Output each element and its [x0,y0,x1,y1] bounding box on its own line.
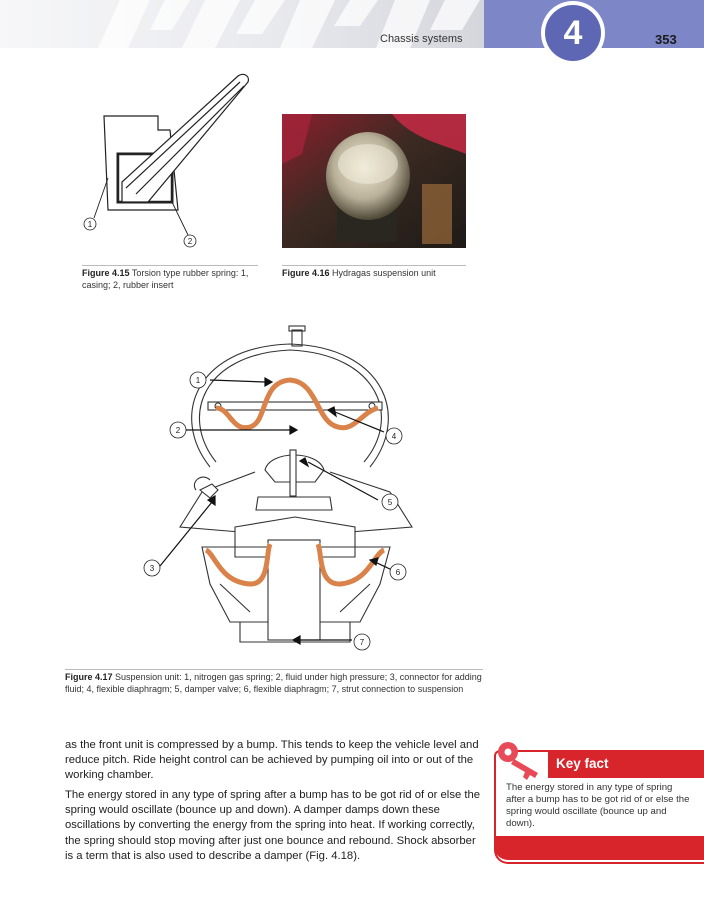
figure-4-17-caption-text: Suspension unit: 1, nitrogen gas spring; 2, fluid under high pressure; 3, connector for adding fluid; 4, flexible diaphragm; 5, damper valve; 6, flexible diaphragm; 7, strut connection to suspension [65,672,482,694]
figure-4-17-caption [65,672,483,695]
key-fact-bottom-band [494,836,704,860]
figure-4-16-rule [282,265,466,266]
callout-7-label: 7 [359,638,365,647]
key-icon [494,740,554,784]
callout-2-label: 2 [175,426,181,435]
figure-4-17-label: Figure 4.17 [65,672,113,682]
figure-4-16-label: Figure 4.16 [282,268,330,278]
figure-4-15-caption-text: Torsion type rubber spring: 1, casing; 2, rubber insert [82,268,249,290]
figure-4-17-rule [65,669,483,670]
figure-4-15-drawing [78,70,258,255]
figure-4-17-drawing [140,322,420,652]
callout-6-label: 6 [395,568,401,577]
header-tread-banner [0,0,484,48]
body-paragraph-1: as the front unit is compressed by a bump. This tends to keep the vehicle level and reduce pitch. Ride height control can be achieved by pumping oil into or out of the working chamber. [65,739,479,782]
key-fact-box [494,740,704,862]
key-fact-title: Key fact [548,750,704,778]
figure-4-16-caption [282,268,472,280]
running-header-title: Chassis systems [380,33,463,45]
body-paragraph-2: The energy stored in any type of spring after a bump has to be got rid of or else the spring would oscillate (bounce up and down). A damper damps down these oscillations by converting the energy from the spring into heat. If working correctly, the spring should stop moving after just one bounce and rebound. Shock absorber is a term that is also used to describe a damper (Fig. 4.18). [65,789,481,862]
key-fact-text: The energy stored in any type of spring after a bump has to be got rid of or else the spring would oscillate (bounce up and down). [506,782,690,829]
figure-4-15-rule [82,265,258,266]
figure-4-15-caption [82,268,258,291]
page-number: 353 [655,32,677,47]
callout-1-label: 1 [195,376,201,385]
chapter-number-badge: 4 [545,5,601,61]
figure-4-16-photo [282,114,466,248]
callout-1-label: 1 [87,220,93,229]
callout-5-label: 5 [387,498,393,507]
callout-3-label: 3 [149,564,155,573]
callout-2-label: 2 [187,237,193,246]
figure-4-15-label: Figure 4.15 [82,268,130,278]
callout-4-label: 4 [391,432,397,441]
figure-4-16-caption-text: Hydragas suspension unit [332,268,436,278]
